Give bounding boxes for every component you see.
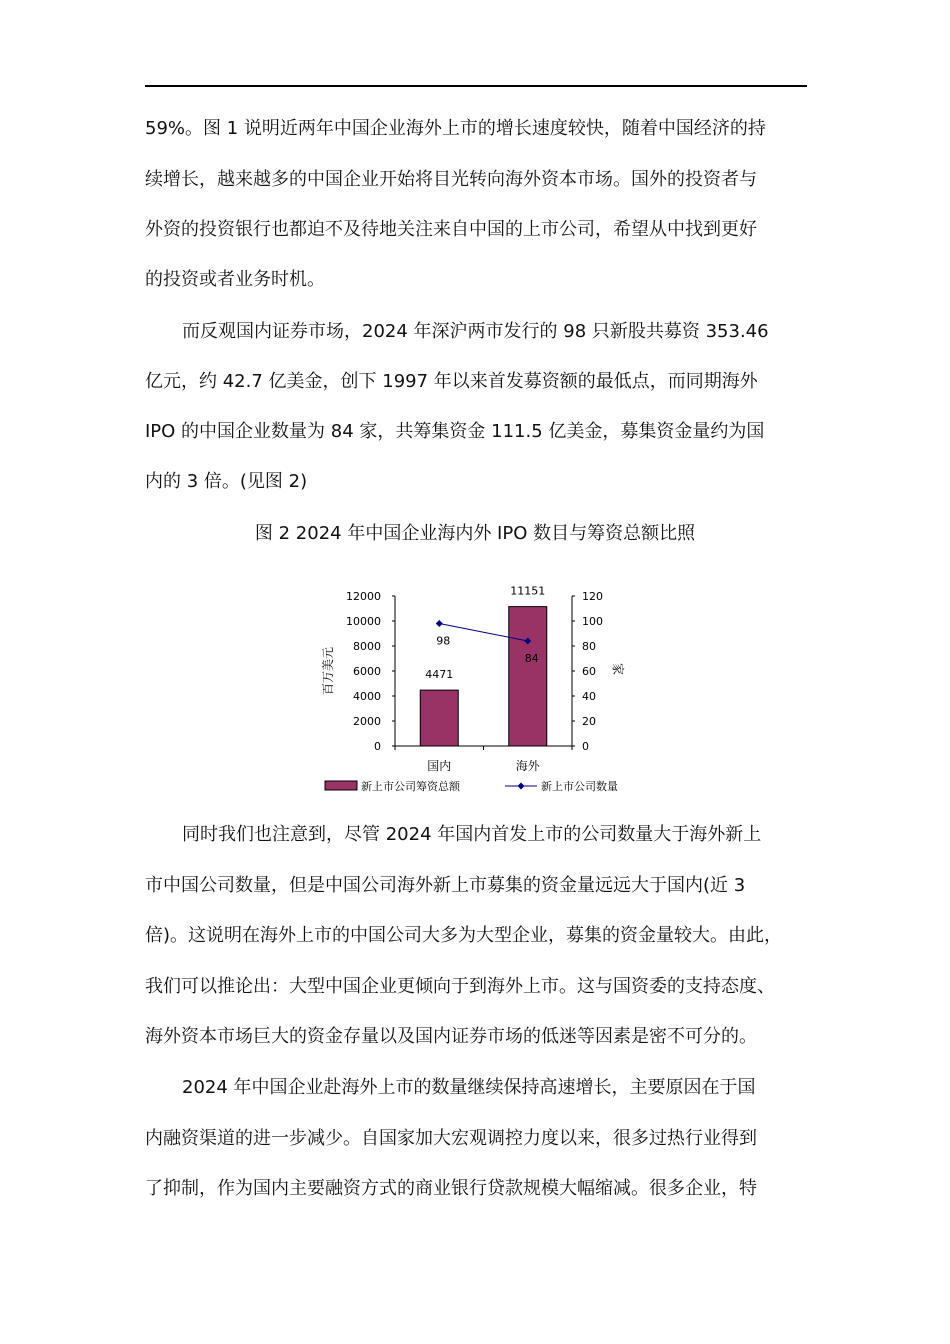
text-line: 了抑制，作为国内主要融资方式的商业银行贷款规模大幅缩减。很多企业，特 [145, 1178, 757, 1199]
text-line: 而反观国内证券市场，2024 年深沪两市发行的 98 只新股共募资 353.46 [182, 321, 769, 342]
text-line: 市中国公司数量，但是中国公司海外新上市募集的资金量远远大于国内(近 3 [145, 875, 746, 896]
y2-tick-label: 0 [582, 740, 589, 753]
text-line: 亿元，约 42.7 亿美金，创下 1997 年以来首发募资额的最低点，而同期海外 [145, 371, 758, 392]
legend-line-marker [518, 783, 525, 790]
bar [509, 607, 547, 746]
x-tick-label: 海外 [515, 759, 540, 773]
text-line: 内融资渠道的进一步减少。自国家加大宏观调控力度以来，很多过热行业得到 [145, 1128, 757, 1149]
y-tick-label: 8000 [353, 640, 381, 653]
text-line: 外资的投资银行也都迫不及待地关注来自中国的上市公司，希望从中找到更好 [145, 219, 757, 240]
legend-bar-swatch [325, 781, 357, 790]
count-point [436, 620, 443, 627]
y-tick-label: 0 [374, 740, 381, 753]
y-tick-label: 2000 [353, 715, 381, 728]
bar-data-label: 11151 [510, 584, 546, 598]
y-tick-label: 4000 [353, 690, 381, 703]
y-axis-title: 百万美元 [321, 646, 335, 696]
header-rule [145, 85, 807, 87]
y2-axis-title: 家 [611, 662, 625, 676]
x-tick-label: 国内 [427, 759, 452, 773]
y2-tick-label: 20 [582, 715, 596, 728]
text-line: 同时我们也注意到，尽管 2024 年国内首发上市的公司数量大于海外新上 [182, 824, 762, 845]
count-data-label: 98 [436, 634, 451, 648]
y2-tick-label: 80 [582, 640, 596, 653]
text-line: 59%。图 1 说明近两年中国企业海外上市的增长速度较快，随着中国经济的持 [145, 118, 766, 139]
legend-bar-label: 新上市公司筹资总额 [361, 780, 460, 793]
bar-data-label: 4471 [425, 668, 454, 682]
y2-tick-label: 100 [582, 615, 603, 628]
text-line: 倍)。这说明在海外上市的中国公司大多为大型企业，募集的资金量较大。由此， [145, 925, 783, 946]
legend-line-label: 新上市公司数量 [541, 780, 618, 793]
count-data-label: 84 [524, 652, 539, 665]
bar [420, 690, 458, 746]
y2-tick-label: 40 [582, 690, 596, 703]
text-line: 续增长，越来越多的中国企业开始将目光转向海外资本市场。国外的投资者与 [145, 169, 757, 190]
text-line: 海外资本市场巨大的资金存量以及国内证券市场的低迷等因素是密不可分的。 [145, 1026, 757, 1047]
text-line: 2024 年中国企业赴海外上市的数量继续保持高速增长，主要原因在于国 [182, 1077, 756, 1098]
y2-tick-label: 120 [582, 590, 603, 603]
y2-tick-label: 60 [582, 665, 596, 678]
text-line: 的投资或者业务时机。 [145, 269, 325, 290]
y-tick-label: 6000 [353, 665, 381, 678]
text-line: 内的 3 倍。(见图 2) [145, 471, 308, 492]
y-tick-label: 10000 [346, 615, 381, 628]
y-tick-label: 12000 [346, 590, 381, 603]
ipo-comparison-chart [310, 575, 650, 800]
figure-caption: 图 2 2024 年中国企业海内外 IPO 数目与筹资总额比照 [254, 523, 696, 544]
text-line: 我们可以推论出：大型中国企业更倾向于到海外上市。这与国资委的支持态度、 [145, 976, 775, 997]
text-line: IPO 的中国企业数量为 84 家，共筹集资金 111.5 亿美金，募集资金量约为国 [145, 421, 765, 442]
